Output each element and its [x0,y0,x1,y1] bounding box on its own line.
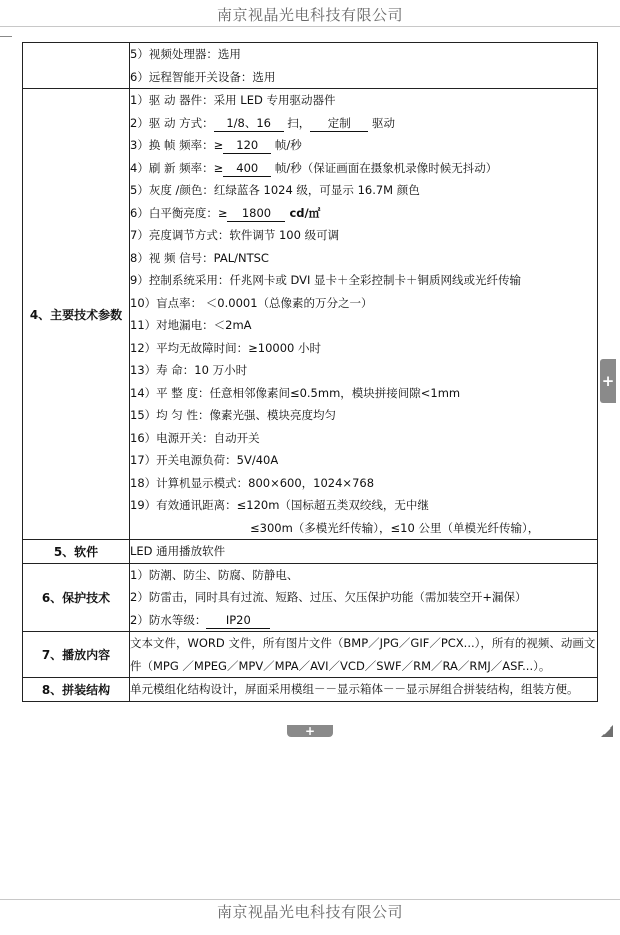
param-line: 2）驱 动 方式： 1/8、16 扫， 定制 驱动 [130,115,395,130]
param-line: 11）对地漏电：＜2mA [130,318,252,332]
param-line: 4）刷 新 频率：≥ 400 帧/秒（保证画面在摄象机录像时候无抖动） [130,160,498,175]
table-row-continued [23,43,598,89]
category-cell: 8、拼装结构 [23,678,130,702]
param-line: 3）换 帧 频率：≥ 120 帧/秒 [130,138,302,152]
page-corner-mark [0,36,12,45]
category-cell-empty [23,43,130,89]
category-cell: 7、播放内容 [23,632,130,678]
fill-blank: 120 [223,137,271,154]
fill-blank: 定制 [310,115,368,132]
param-line: 13）寿 命：10 万小时 [130,363,248,377]
fill-blank: 1800 [227,205,285,222]
header-divider [0,26,620,27]
table-row-assembly [23,678,598,702]
param-line: 15）均 匀 性：像素光强、模块亮度均匀 [130,408,336,422]
assembly-cell [130,678,598,702]
param-line: 18）计算机显示模式：800×600，1024×768 [130,475,375,490]
protection-cell [130,563,598,632]
fill-blank: 1/8、16 [214,115,284,132]
footer-divider [0,899,620,900]
param-line: 12）平均无故障时间：≥10000 小时 [130,340,322,355]
list-item: 2）防雷击，同时具有过流、短路、过压、欠压保护功能（需加装空开+漏保） [130,590,527,604]
param-line: 5）灰度 /颜色：红绿蓝各 1024 级，可显示 16.7M 颜色 [130,183,420,197]
expand-side-button[interactable] [600,359,616,403]
param-line: 14）平 整 度：任意相邻像素间≤0.5mm，模块拼接间隙<1mm [130,385,461,400]
fill-blank: 400 [223,160,271,177]
param-line: 19）有效通讯距离：≤120m（国标超五类双绞线，无中继 [130,498,429,512]
spec-table [22,42,598,702]
param-line: 1）驱 动 器件：采用 LED 专用驱动器件 [130,93,336,107]
category-cell: 4、主要技术参数 [23,89,130,540]
continued-cell [130,43,598,89]
param-line: 17）开关电源负荷：5V/40A [130,453,279,467]
plus-icon: + [304,724,316,738]
assembly-text: 单元模组化结构设计，屏面采用模组－－显示箱体－－显示屏组合拼装结构，组装方便。 [130,682,579,696]
list-item: 5）视频处理器：选用 [130,47,241,61]
params-cell [130,89,598,540]
content-text: 文本文件，WORD 文件，所有图片文件（BMP／JPG／GIF／PCX...），所有的视频、动画文件（MPG ／MPEG／MPV／MPA／AVI／VCD／SWF／RM／RA／RMJ／ASF...）。 [130,636,596,673]
software-text: LED 通用播放软件 [130,544,226,558]
category-cell: 6、保护技术 [23,563,130,632]
fill-blank: IP20 [206,612,270,629]
param-line: 9）控制系统采用：仟兆网卡或 DVI 显卡＋全彩控制卡＋铜质网线或光纤传输 [130,273,522,287]
content-cell [130,632,598,678]
table-row-software [23,540,598,564]
table-row-params [23,89,598,540]
software-cell [130,540,598,564]
list-item: 2）防水等级： IP20 [130,609,597,632]
param-line: 8）视 频 信号：PAL/NTSC [130,250,269,265]
list-item: 6）远程智能开关设备：选用 [130,69,276,84]
expand-bottom-button[interactable] [287,725,333,737]
param-line: 10）盲点率： ＜0.0001（总像素的万分之一） [130,295,373,310]
param-line: 16）电源开关：自动开关 [130,430,260,445]
param-line: 6）白平衡亮度：≥ 1800 cd/㎡ [130,205,321,220]
resize-corner-icon[interactable] [601,725,613,737]
page-header: 南京视晶光电科技有限公司 [216,6,403,24]
plus-icon: + [601,372,615,390]
table-row-protection [23,563,598,632]
page-footer: 南京视晶光电科技有限公司 [216,903,403,921]
param-line-continued: ≤300m（多模光纤传输），≤10 公里（单模光纤传输）， [250,520,540,535]
list-item: 1）防潮、防尘、防腐、防静电、 [130,567,299,582]
table-row-content [23,632,598,678]
category-cell: 5、软件 [23,540,130,564]
param-line: 7）亮度调节方式：软件调节 100 级可调 [130,228,340,242]
